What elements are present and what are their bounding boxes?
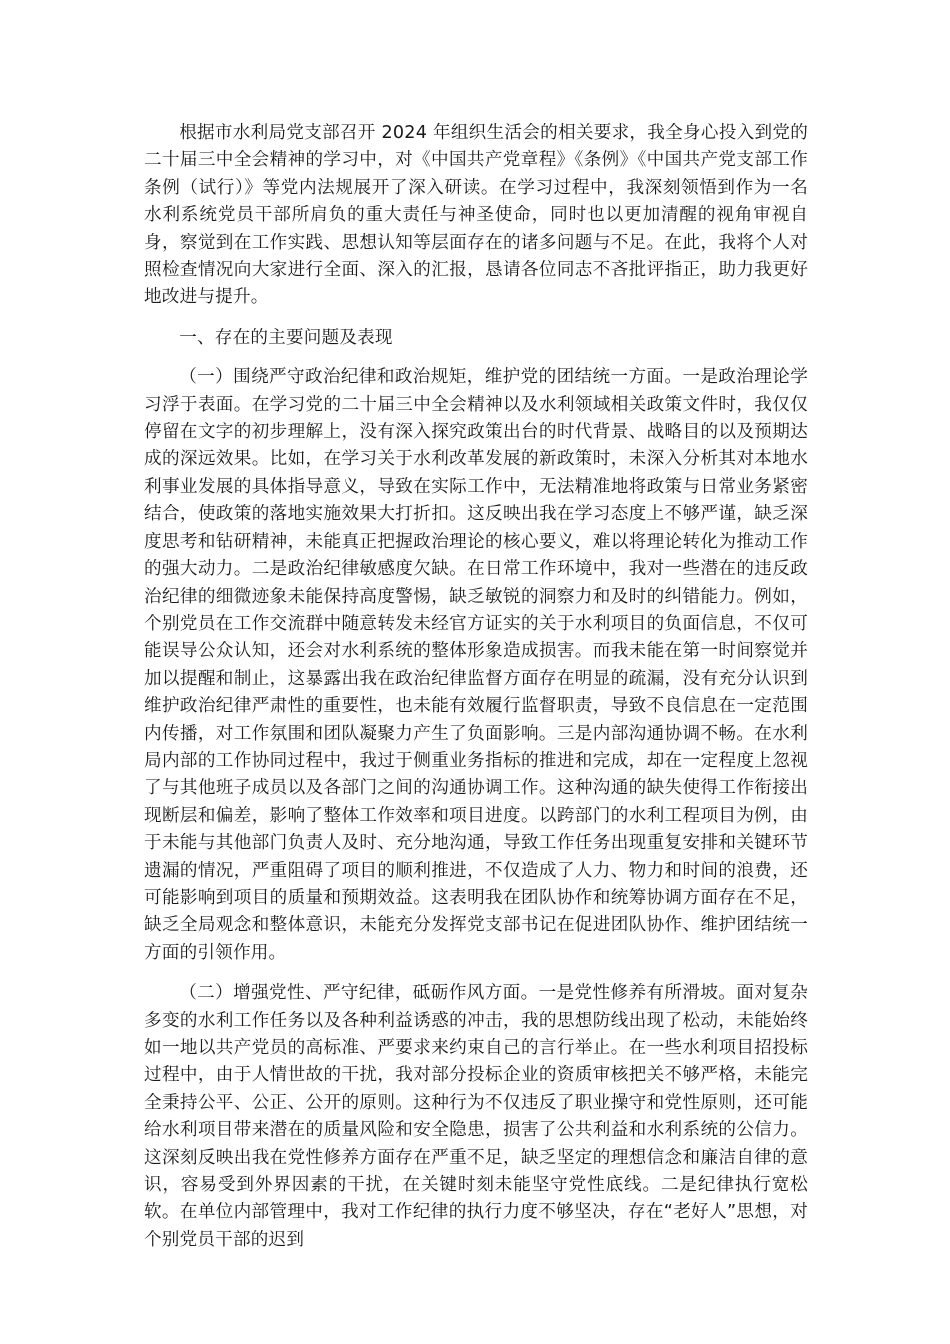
section-heading: 一、存在的主要问题及表现 — [179, 327, 393, 348]
item-two-paragraph: （二）增强党性、严守纪律，砥砺作风方面。一是党性修养有所滑坡。面对复杂多变的水利工作任务以及各种利益诱惑的冲击，我的思想防线出现了松动，未能始终如一地以共产党员的高标准、严要求来约束自己的言行举止。在一些水利项目招投标过程中，由于人情世故的干扰，我对部分投标企业的资质审核把关不够严格，未能完全秉持公平、公正、公开的原则。这种行为不仅违反了职业操守和党性原则，还可能给水利项目带来潜在的质量风险和安全隐患，损害了公共利益和水利系统的公信力。这深刻反映出我在党性修养方面存在严重不足，缺乏坚定的理想信念和廉洁自律的意识，容易受到外界因素的干扰，在关键时刻未能坚守党性底线。二是纪律执行宽松软。在单位内部管理中，我对工作纪律的执行力度不够坚决，存在“老好人”思想，对个别党员干部的迟到 — [144, 983, 808, 1250]
intro-paragraph: 根据市水利局党支部召开 2024 年组织生活会的相关要求，我全身心投入到党的二十届三中全会精神的学习中，对《中国共产党章程》《条例》《中国共产党支部工作条例（试行）》等党内法规展开了深入研读。在学习过程中，我深刻领悟到作为一名水利系统党员干部所肩负的重大责任与神圣使命，同时也以更加清醒的视角审视自身，察觉到在工作实践、思想认知等层面存在的诸多问题与不足。在此，我将个人对照检查情况向大家进行全面、深入的汇报，恳请各位同志不吝批评指正，助力我更好地改进与提升。 — [144, 123, 808, 308]
item-one-paragraph: （一）围绕严守政治纪律和政治规矩，维护党的团结统一方面。一是政治理论学习浮于表面。在学习党的二十届三中全会精神以及水利领域相关政策文件时，我仅仅停留在文字的初步理解上，没有深入探究政策出台的时代背景、战略目的以及预期达成的深远效果。比如，在学习关于水利改革发展的新政策时，未深入分析其对本地水利事业发展的具体指导意义，导致在实际工作中，无法精准地将政策与日常业务紧密结合，使政策的落地实施效果大打折扣。这反映出我在学习态度上不够严谨，缺乏深度思考和钻研精神，未能真正把握政治理论的核心要义，难以将理论转化为推动工作的强大动力。二是政治纪律敏感度欠缺。在日常工作环境中，我对一些潜在的违反政治纪律的细微迹象未能保持高度警惕，缺乏敏锐的洞察力和及时的纠错能力。例如，个别党员在工作交流群中随意转发未经官方证实的关于水利项目的负面信息，不仅可能误导公众认知，还会对水利系统的整体形象造成损害。而我未能在第一时间察觉并加以提醒和制止，这暴露出我在政治纪律监督方面存在明显的疏漏，没有充分认识到维护政治纪律严肃性的重要性，也未能有效履行监督职责，导致不良信息在一定范围内传播，对工作氛围和团队凝聚力产生了负面影响。三是内部沟通协调不畅。在水利局内部的工作协同过程中，我过于侧重业务指标的推进和完成，却在一定程度上忽视了与其他班子成员以及各部门之间的沟通协调工作。这种沟通的缺失使得工作衔接出现断层和偏差，影响了整体工作效率和项目进度。以跨部门的水利工程项目为例，由于未能与其他部门负责人及时、充分地沟通，导致工作任务出现重复安排和关键环节遗漏的情况，严重阻碍了项目的顺利推进，不仅造成了人力、物力和时间的浪费，还可能影响到项目的质量和预期效益。这表明我在团队协作和统筹协调方面存在不足，缺乏全局观念和整体意识，未能充分发挥党支部书记在促进团队协作、维护团结统一方面的引领作用。 — [144, 367, 808, 963]
document-page — [144, 120, 808, 1267]
